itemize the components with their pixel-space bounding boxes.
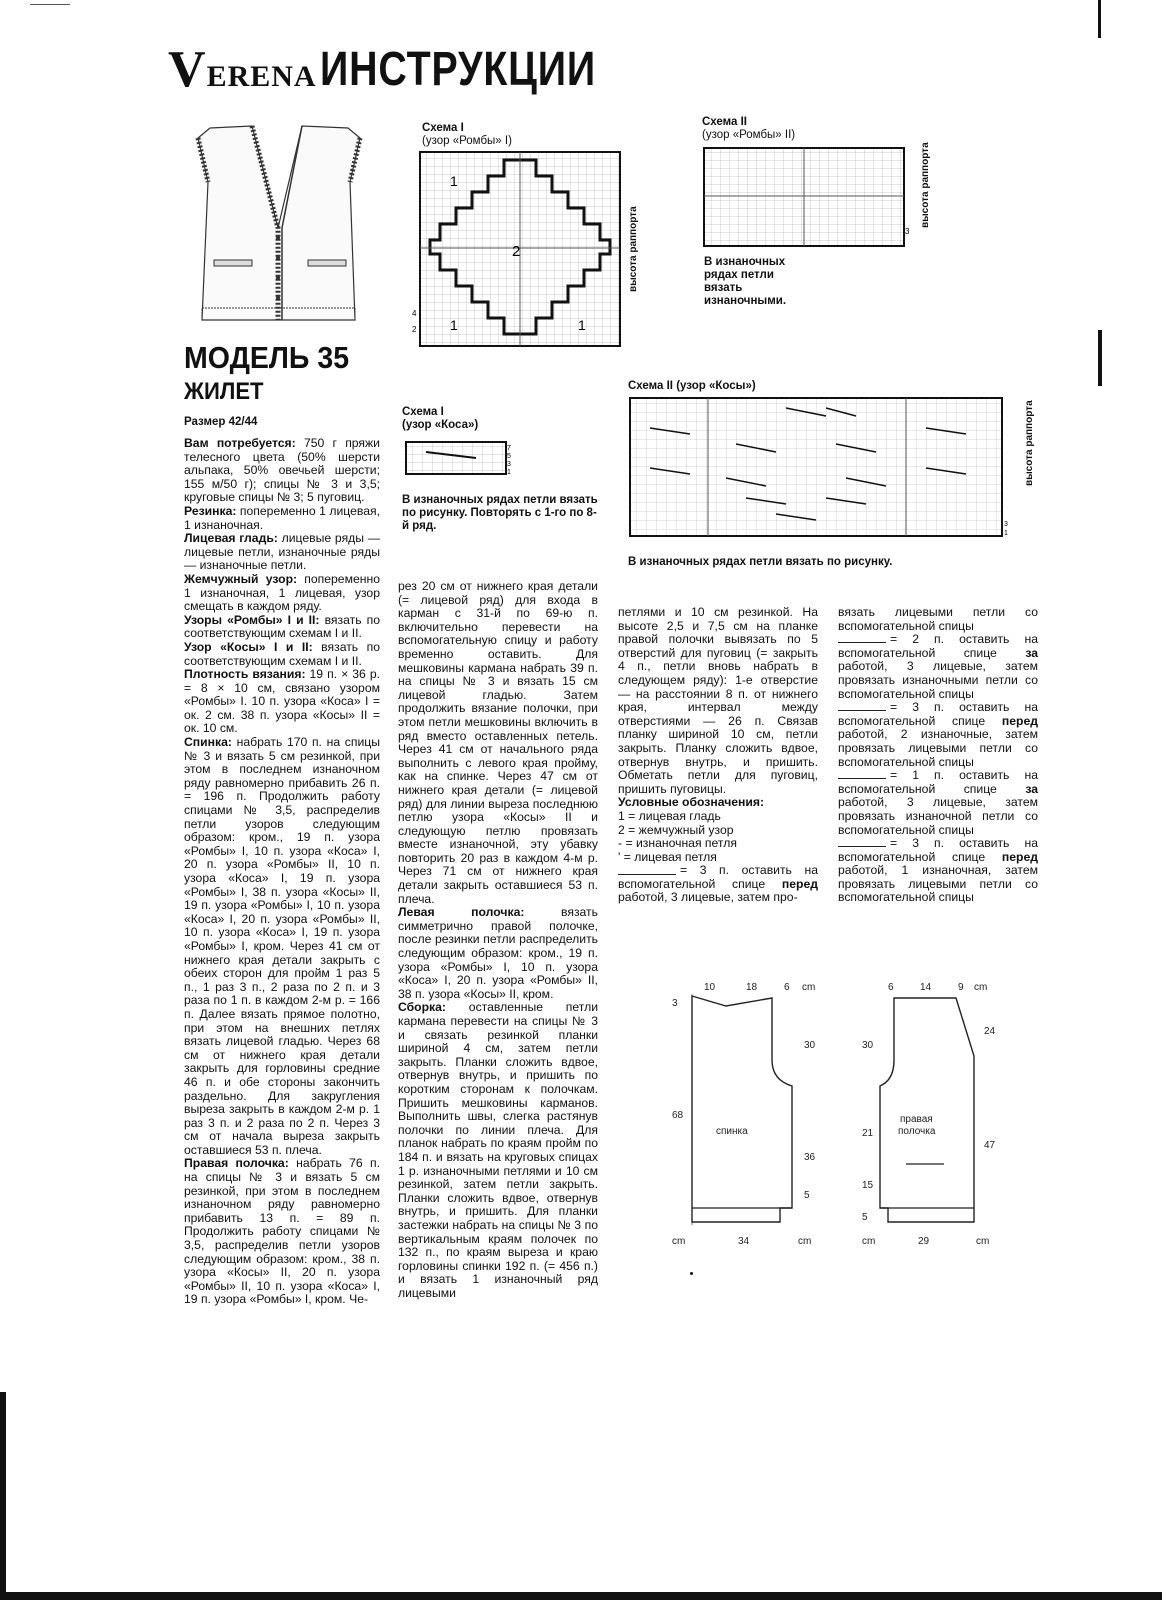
svg-text:1: 1: [1004, 530, 1008, 537]
svg-text:2: 2: [512, 243, 521, 260]
svg-text:36: 36: [804, 1152, 816, 1163]
chart-rhombs-1-caption: Схема I (узор «Ромбы» I): [422, 122, 512, 147]
chart-rhombs-1: [410, 150, 635, 348]
legend-item: 1 = лицевая гладь: [618, 808, 721, 823]
instructions-column-3: петлями и 10 см резинкой. На высоте 2,5 и 7,5 см на планке правой полочки вывязать по 5 отверстий для пуговиц (= закрыть 4 п., петли вновь набрать в следующем ряду): 1-е отверстие — на расстоянии 8 п. от нижнего края, интервал между отверстиями — 26 п. Связав планку шириной 10 см, петли закрыть. Планку сложить вдвое, отвернув внутрь, и пришить. Обметать петли для пуговиц, пришить пуговицы. Условные обозначения: 1 = лицевая гладь 2 = жемчужный узор - = изнаночная петля ' = лицевая петля = 3 п. оставить на вспомогательной спице перед работой, 3 лицевые, затем про-: [618, 605, 818, 905]
svg-text:3: 3: [905, 227, 910, 236]
cable-symbol-icon: [838, 772, 886, 779]
cable-symbol-icon: [838, 636, 886, 643]
svg-text:29: 29: [918, 1236, 930, 1247]
svg-text:3: 3: [1004, 521, 1008, 528]
instructions-column-2: рез 20 см от нижнего края детали (= лицевой ряд) для входа в карман с 31-й по 69-ю п. включительно перевести на вспомогательную спицу и работу временно оставить. Для мешковины кармана набрать 39 п. на спицы № 3 и вязать 15 см лицевой гладью. Затем продолжить вязание полочки, при этом петли мешковины включить в ряд вместо оставленных петель. Через 41 см от начального ряда выполнить с левого края пройму, как на спинке. Через 47 см от нижнего края детали (= лицевой ряд) для линии выреза последнюю петлю узора «Косы» II и следующую петлю провязать вместе изнаночной, эту убавку повторить 20 раз в каждом 4-м р. Через 71 см от нижнего края детали закрыть оставшиеся 53 п. плеча. Левая полочка: вязать симметрично правой полочке, после резинки петли распределить следующим образом: кром., 19 п. узора «Ромбы» I, 10 п. узора «Коса» I, 20 п. узора «Ромбы» II, 38 п. узора «Косы» II, кром. Сборка: оставленные петли кармана перевести на спицы № 3 и связать резинкой планки шириной 4 см, затем петли закрыть. Планки сложить вдвое, отвернув внутрь, и пришить по коротким сторонам к полочкам. Пришить мешковины карманов. Выполнить швы, слегка растянув полочки по линии плеча. Для планок набрать по краям пройм по 184 п. и вязать на круговых спицах 1 р. изнаночными петлями и 10 см резинкой, затем петли закрыть. Планки сложить вдвое, отвернув внутрь, и пришить. Для планки застежки набрать на спицы № 3 по вертикальным краям полочек по 132 п., по краям выреза и краю горловины спинки 192 п. (= 456 п.) и вязать 1 изнаночный ряд лицевыми: [398, 579, 598, 1300]
svg-text:9: 9: [958, 982, 964, 993]
legend-item: ' = лицевая петля: [618, 849, 717, 864]
size-label: Размер 42/44: [184, 416, 258, 428]
cable-symbol-icon: [618, 868, 676, 875]
page-edge-mark: [0, 1592, 1162, 1600]
pattern-back: [666, 976, 826, 1256]
svg-text:cm: cm: [974, 982, 988, 993]
chart-rhombs-2-caption: Схема II (узор «Ромбы» II): [702, 116, 796, 141]
svg-text:7: 7: [507, 445, 511, 452]
svg-text:3: 3: [672, 998, 678, 1009]
svg-text:30: 30: [804, 1040, 816, 1051]
instructions-column-1: Вам потребуется: 750 г пряжи телесного цвета (50% шерсти альпака, 50% овечьей шерсти; 155 м/50 г); спицы № 3 и 3,5; круговые спицы № 3; 5 пуговиц. Резинка: попеременно 1 лицевая, 1 изнаночная. Лицевая гладь: лицевые ряды — лицевые петли, изнаночные ряды — изнаночные петли. Жемчужный узор: попеременно 1 изнаночная, 1 лицевая, узор смещать в каждом ряду. Узоры «Ромбы» I и II: вязать по соответствующим схемам I и II. Узор «Косы» I и II: вязать по соответствующим схемам I и II. Плотность вязания: 19 п. × 36 р. = 8 × 10 см, связано узором «Ромбы» I. 10 п. узора «Коса» I = ок. 2 см. 38 п. узора «Косы» II = ок. 10 см. Спинка: набрать 170 п. на спицы № 3 и вязать 5 см резинкой, при этом в последнем изнаночном ряду равномерно прибавить 26 п. = 196 п. Продолжить работу спицами № 3,5, распределив петли узоров следующим образом: кром., 19 п. узора «Ромбы» I, 10 п. узора «Коса» I, 20 п. узора «Ромбы» II, 10 п. узора «Коса» I, 19 п. узора «Ромбы» I, 38 п. узора «Косы» II, 19 п. узора «Ромбы» I, 10 п. узора «Коса» I, 20 п. узора «Ромбы» II, 10 п. узора «Коса» I, 19 п. узора «Ромбы» I, кром. Через 41 см от нижнего края детали закрыть с обеих сторон для пройм 1 раз 5 п., 1 раз 3 п., 2 раза по 2 п. и 3 раза по 1 п. в каждом 2-м р. = 166 п. Далее вязать прямое полотно, при этом на внешних петлях вязать лицевой гладью. Через 68 см от нижнего края детали закрыть для горловины средние 46 п. и обе стороны закончить раздельно. Для закругления выреза закрыть в каждом 2-м р. 1 раз 3 п. и 2 раза по 2 п. Через 3 см от начала выреза закрыть оставшиеся 53 п. плеча. Правая полочка: набрать 76 п. на спицы № 3 и вязать 5 см резинкой, при этом в последнем изнаночном ряду равномерно прибавить 13 п. = 89 п. Продолжить работу спицами № 3,5, распределив петли узоров следующим образом: кром., 38 п. узора «Косы» II, 20 п. узора «Ромбы» II, 10 п. узора «Коса» I, 19 п. узора «Ромбы» I, кром. Че-: [184, 436, 380, 1307]
svg-text:1: 1: [450, 317, 458, 333]
svg-text:5: 5: [507, 453, 511, 460]
page-title: ИНСТРУКЦИИ: [320, 43, 596, 96]
svg-text:24: 24: [984, 1026, 996, 1037]
svg-text:18: 18: [746, 982, 758, 993]
chart-cables-2: [626, 394, 1021, 542]
svg-text:cm: cm: [802, 982, 816, 993]
legend-item: 2 = жемчужный узор: [618, 822, 734, 837]
chart-cables-2-side-label: высота раппорта: [1024, 400, 1035, 486]
page-edge-mark: [0, 1392, 6, 1600]
scan-dot: [690, 1272, 693, 1275]
svg-text:14: 14: [920, 982, 932, 993]
svg-text:30: 30: [862, 1040, 874, 1051]
cable-symbol-icon: [838, 840, 886, 847]
svg-text:cm: cm: [976, 1236, 990, 1247]
svg-text:3: 3: [507, 461, 511, 468]
cable-symbol-icon: [838, 704, 886, 711]
svg-text:4: 4: [412, 309, 417, 318]
model-number: МОДЕЛЬ 35: [184, 340, 350, 375]
chart-cable-1-note: В изнаночных рядах петли вязать по рисунку. Повторять с 1-го по 8-й ряд.: [402, 494, 598, 532]
svg-text:6: 6: [888, 982, 894, 993]
brand-logo: VERENA: [168, 41, 317, 98]
legend-item: - = изнаночная петля: [618, 836, 737, 851]
chart-cables-2-note: В изнаночных рядах петли вязать по рисунку.: [628, 556, 893, 568]
chart-cables-2-caption: Схема II (узор «Косы»): [628, 380, 756, 392]
chart-cable-1: [402, 438, 518, 478]
svg-text:5: 5: [862, 1212, 868, 1223]
svg-text:68: 68: [672, 1110, 684, 1121]
svg-text:1: 1: [507, 469, 511, 476]
vest-illustration: [190, 120, 370, 332]
garment-name: ЖИЛЕТ: [184, 378, 264, 405]
chart-rhombs-2-side-label: высота раппорта: [920, 142, 931, 228]
svg-text:cm: cm: [862, 1236, 876, 1247]
svg-text:cm: cm: [798, 1236, 812, 1247]
svg-text:6: 6: [784, 982, 790, 993]
svg-text:47: 47: [984, 1140, 996, 1151]
svg-text:34: 34: [738, 1236, 750, 1247]
svg-text:полочка: полочка: [898, 1126, 936, 1137]
svg-text:1: 1: [450, 173, 458, 189]
chart-rhombs-1-side-label: высота раппорта: [628, 206, 639, 292]
chart-cable-1-caption: Схема I (узор «Коса»): [402, 406, 479, 431]
svg-text:cm: cm: [672, 1236, 686, 1247]
svg-text:спинка: спинка: [716, 1126, 748, 1137]
svg-text:1: 1: [578, 317, 586, 333]
pattern-right-front: [858, 976, 1008, 1256]
svg-text:2: 2: [412, 325, 417, 334]
chart-rhombs-2: [702, 144, 914, 250]
svg-text:5: 5: [804, 1190, 810, 1201]
instructions-column-4: вязать лицевыми петли со вспомогательной спицы = 2 п. оставить на вспомогательной спице за работой, 3 лицевые, затем провязать изнаночными петли со вспомогательной спицы = 3 п. оставить на вспомогательной спице перед работой, 2 изнаночные, затем провязать лицевыми петли со вспомогательной спицы = 1 п. оставить на вспомогательной спице за работой, 3 лицевые, затем провязать изнаночной петли со вспомогательной спицы = 3 п. оставить на вспомогательной спице перед работой, 1 изнаночная, затем провязать лицевыми петли со вспомогательной спицы: [838, 605, 1038, 905]
svg-text:21: 21: [862, 1128, 874, 1139]
svg-text:10: 10: [704, 982, 716, 993]
page-edge-mark: [1098, 0, 1101, 38]
svg-text:15: 15: [862, 1180, 874, 1191]
chart-rhombs-2-note: В изнаночных рядах петли вязать изнаночными.: [704, 256, 787, 307]
page-edge-mark: [1098, 330, 1102, 386]
svg-text:правая: правая: [900, 1114, 933, 1125]
scan-mark: [30, 4, 70, 5]
